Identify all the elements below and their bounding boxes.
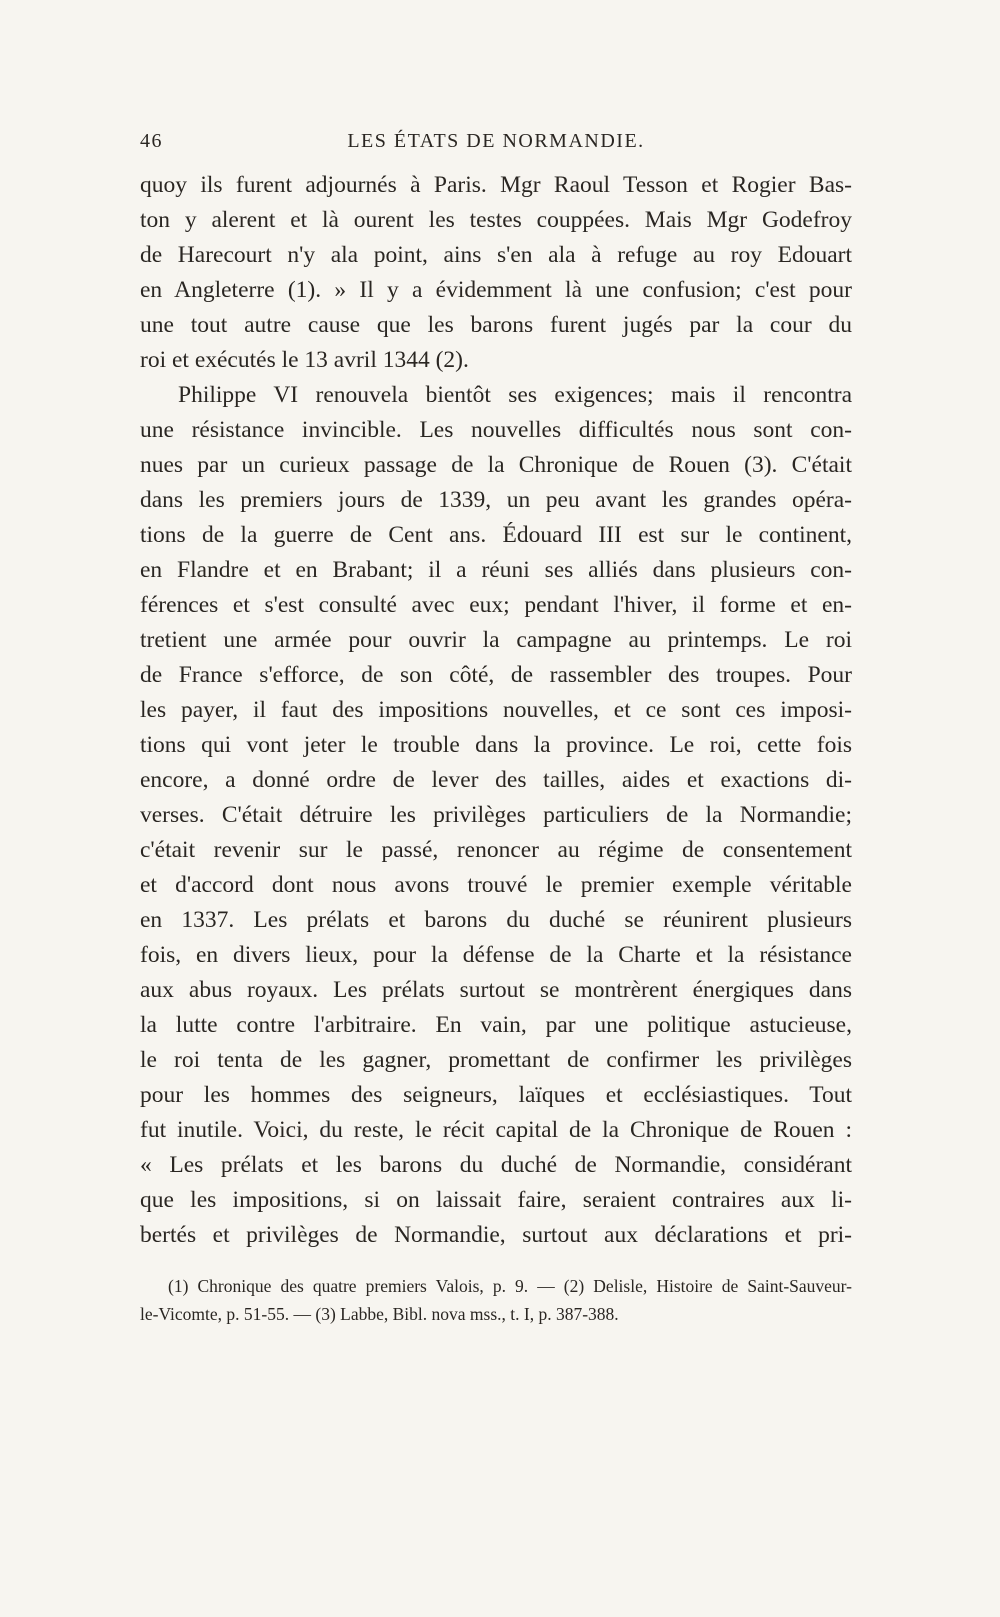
body-line: de France s'efforce, de son côté, de rassembler des troupes. Pour	[140, 662, 852, 688]
body-line: le roi tenta de les gagner, promettant de confirmer les privilèges	[140, 1047, 852, 1073]
footnote-line: (1) Chronique des quatre premiers Valois, p. 9. — (2) Delisle, Histoire de Saint-Sauveur-	[168, 1276, 852, 1296]
body-line: une résistance invincible. Les nouvelles difficultés nous sont con-	[140, 417, 852, 443]
body-line: pour les hommes des seigneurs, laïques et ecclésiastiques. Tout	[140, 1082, 852, 1108]
body-line: roi et exécutés le 13 avril 1344 (2).	[140, 347, 469, 373]
body-line: bertés et privilèges de Normandie, surtout aux déclarations et pri-	[140, 1222, 852, 1248]
running-title: LES ÉTATS DE NORMANDIE.	[347, 130, 645, 152]
body-line: dans les premiers jours de 1339, un peu avant les grandes opéra-	[140, 487, 852, 513]
body-line: la lutte contre l'arbitraire. En vain, par une politique astucieuse,	[140, 1012, 852, 1038]
body-line: nues par un curieux passage de la Chronique de Rouen (3). C'était	[140, 452, 852, 478]
body-line: fut inutile. Voici, du reste, le récit capital de la Chronique de Rouen :	[140, 1117, 852, 1143]
body-line: aux abus royaux. Les prélats surtout se montrèrent énergiques dans	[140, 977, 852, 1003]
body-line: tions de la guerre de Cent ans. Édouard III est sur le continent,	[140, 522, 852, 548]
body-line: une tout autre cause que les barons furent jugés par la cour du	[140, 312, 852, 338]
body-line: quoy ils furent adjournés à Paris. Mgr Raoul Tesson et Rogier Bas-	[140, 172, 852, 198]
body-line: verses. C'était détruire les privilèges particuliers de la Normandie;	[140, 802, 852, 828]
body-line: et d'accord dont nous avons trouvé le premier exemple véritable	[140, 872, 852, 898]
body-line: férences et s'est consulté avec eux; pendant l'hiver, il forme et en-	[140, 592, 852, 618]
body-line: que les impositions, si on laissait faire, seraient contraires aux li-	[140, 1187, 852, 1213]
body-line: Philippe VI renouvela bientôt ses exigences; mais il rencontra	[178, 382, 852, 408]
body-line: en Flandre et en Brabant; il a réuni ses alliés dans plusieurs con-	[140, 557, 852, 583]
page-number: 46	[140, 130, 163, 152]
body-line: tions qui vont jeter le trouble dans la province. Le roi, cette fois	[140, 732, 852, 758]
body-line: les payer, il faut des impositions nouvelles, et ce sont ces imposi-	[140, 697, 852, 723]
body-line: ton y alerent et là ourent les testes couppées. Mais Mgr Godefroy	[140, 207, 852, 233]
body-line: encore, a donné ordre de lever des tailles, aides et exactions di-	[140, 767, 852, 793]
body-line: tretient une armée pour ouvrir la campagne au printemps. Le roi	[140, 627, 852, 653]
body-line: « Les prélats et les barons du duché de Normandie, considérant	[140, 1152, 852, 1178]
body-line: en Angleterre (1). » Il y a évidemment là une confusion; c'est pour	[140, 277, 852, 303]
body-line: fois, en divers lieux, pour la défense de la Charte et la résistance	[140, 942, 852, 968]
body-line: de Harecourt n'y ala point, ains s'en ala à refuge au roy Edouart	[140, 242, 852, 268]
page-header	[140, 130, 852, 160]
body-line: en 1337. Les prélats et barons du duché se réunirent plusieurs	[140, 907, 852, 933]
footnote-line: le-Vicomte, p. 51-55. — (3) Labbe, Bibl. nova mss., t. I, p. 387-388.	[140, 1304, 619, 1324]
body-line: c'était revenir sur le passé, renoncer au régime de consentement	[140, 837, 852, 863]
